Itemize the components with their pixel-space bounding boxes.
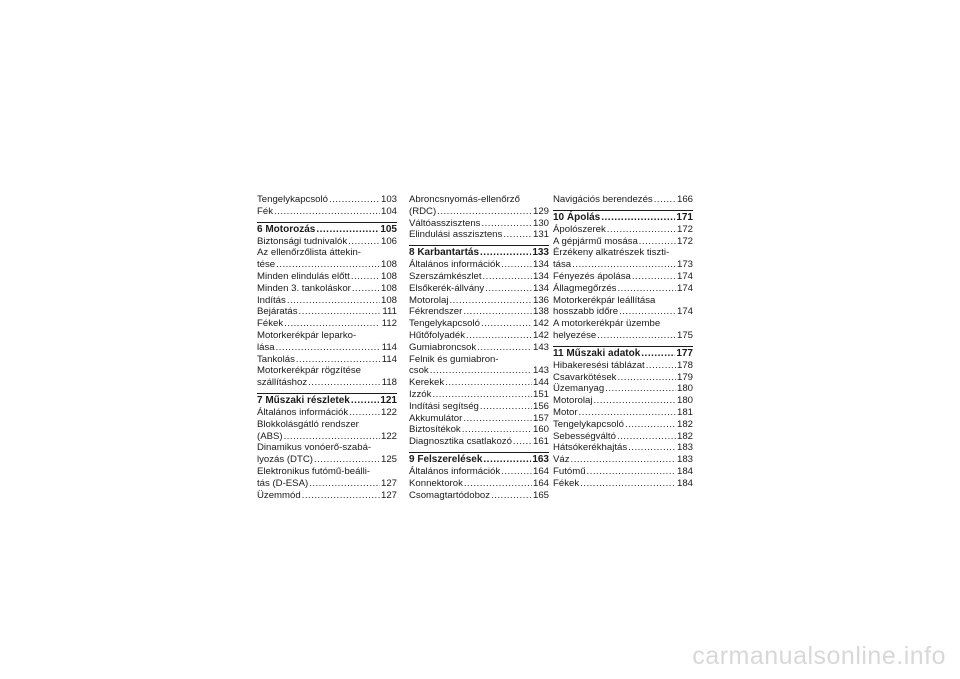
toc-entry-title: 10 Ápolás (553, 211, 601, 223)
toc-entry[interactable] (553, 224, 693, 236)
toc-entry-title-line: Érzékeny alkatrészek tiszti- (553, 247, 670, 259)
toc-entry[interactable] (409, 229, 549, 241)
dot-leader (597, 330, 676, 342)
dot-leader (308, 377, 380, 389)
dot-leader (314, 454, 380, 466)
toc-entry-title: helyezése (553, 329, 597, 341)
toc-entry[interactable] (257, 490, 397, 502)
toc-entry-title: csok (409, 365, 429, 377)
toc-page-number: 177 (676, 347, 693, 359)
toc-entry-title: 7 Műszaki részletek (257, 394, 350, 406)
toc-entry-title: Biztosítékok (409, 424, 461, 436)
dot-leader (491, 490, 532, 502)
toc-entry[interactable] (257, 354, 397, 366)
dot-leader (276, 342, 380, 354)
toc-entry[interactable] (553, 431, 693, 443)
toc-entry-title: lása (257, 341, 275, 353)
toc-entry[interactable] (409, 271, 549, 283)
dot-leader (485, 283, 532, 295)
toc-entry[interactable] (409, 490, 549, 502)
toc-entry-title: Tankolás (257, 353, 295, 365)
toc-entry-title: Hátsókerékhajtás (553, 442, 628, 454)
toc-page-number: 108 (380, 294, 397, 306)
toc-entry[interactable] (257, 419, 397, 443)
toc-page-number: 175 (676, 329, 693, 341)
toc-entry-title: Kerekek (409, 377, 445, 389)
toc-entry-title: Indítási segítség (409, 400, 479, 412)
toc-entry-title-line: Az ellenőrzőlista áttekin- (257, 247, 361, 259)
toc-entry-title: Minden elindulás előtt (257, 270, 350, 282)
toc-entry[interactable] (553, 407, 693, 419)
toc-entry-title: Általános információk (257, 406, 349, 418)
toc-entry-title: Konnektorok (409, 477, 463, 489)
toc-entry[interactable] (409, 194, 549, 218)
dot-leader (587, 466, 676, 478)
toc-entry[interactable] (409, 466, 549, 478)
dot-leader (430, 365, 532, 377)
toc-page-number: 143 (532, 341, 549, 353)
toc-entry-title: Akkumulátor (409, 412, 463, 424)
dot-leader (628, 442, 676, 454)
dot-leader (481, 218, 532, 230)
toc-entry-title: Indítás (257, 294, 286, 306)
toc-page-number: 103 (380, 194, 397, 205)
dot-leader (352, 283, 380, 295)
toc-page-number: 183 (676, 454, 693, 466)
toc-page-number: 108 (380, 259, 397, 271)
toc-chapter-heading[interactable] (409, 452, 549, 466)
toc-entry-title: Izzók (409, 388, 432, 400)
dot-leader (605, 383, 676, 395)
toc-page-number: 104 (380, 205, 397, 217)
dot-leader (607, 224, 676, 236)
toc-entry-title: Üzemanyag (553, 383, 605, 395)
toc-page-number: 114 (381, 353, 397, 365)
toc-entry-title: Sebességváltó (553, 430, 616, 442)
toc-page-number: 138 (532, 306, 549, 318)
toc-entry[interactable] (257, 247, 397, 271)
dot-leader (349, 407, 380, 419)
dot-leader (641, 348, 675, 360)
toc-entry[interactable] (553, 271, 693, 283)
toc-entry-title: Fékek (257, 318, 284, 330)
toc-entry-title: Váltóasszisztens (409, 217, 481, 229)
toc-entry-title: Általános információk (409, 259, 501, 271)
toc-page-number: 134 (532, 259, 549, 271)
dot-leader (501, 259, 532, 271)
toc-page-number: 166 (676, 194, 693, 205)
toc-page-number: 108 (380, 282, 397, 294)
toc-entry-title: Bejáratás (257, 306, 298, 318)
toc-chapter-heading[interactable] (257, 222, 397, 236)
toc-entry[interactable] (553, 454, 693, 466)
toc-entry-title-line: Elektronikus futómű-beálli- (257, 465, 371, 477)
toc-entry[interactable] (553, 295, 693, 319)
toc-page-number: 106 (380, 235, 397, 247)
toc-entry-title: Üzemmód (257, 489, 301, 501)
watermark: carmanualsonline.info (692, 642, 946, 670)
dot-leader (639, 236, 676, 248)
toc-entry-title: tása (553, 259, 572, 271)
dot-leader (572, 259, 676, 271)
toc-entry[interactable] (257, 407, 397, 419)
toc-entry-title: Tengelykapcsoló (409, 318, 480, 330)
toc-entry-title: Hibakeresési táblázat (553, 359, 645, 371)
toc-entry-title-line: Motorkerékpár rögzítése (257, 365, 361, 377)
dot-leader (351, 271, 380, 283)
toc-entry[interactable] (409, 342, 549, 354)
toc-page-number: 122 (380, 406, 397, 418)
toc-page-number: 131 (532, 229, 549, 241)
toc-entry-title-line: Felnik és gumiabron- (409, 353, 499, 365)
dot-leader (483, 454, 531, 466)
toc-entry-title: Váz (553, 454, 570, 466)
toc-page-number: 151 (532, 388, 549, 400)
toc-entry[interactable] (409, 330, 549, 342)
toc-entry[interactable] (409, 413, 549, 425)
toc-page-number: 174 (676, 282, 693, 294)
toc-page-number: 134 (532, 282, 549, 294)
toc-entry[interactable] (553, 247, 693, 271)
dot-leader (284, 431, 380, 443)
toc-page-number: 121 (380, 394, 397, 406)
toc-page-number: 160 (532, 424, 549, 436)
dot-leader (501, 466, 532, 478)
toc-entry-title: 8 Karbantartás (409, 247, 480, 259)
toc-entry-title: Fényezés ápolása (553, 270, 631, 282)
toc-entry-title: Fékek (553, 477, 580, 489)
dot-leader (593, 395, 676, 407)
toc-entry[interactable] (553, 283, 693, 295)
toc-page-number: 184 (676, 477, 693, 489)
toc-page-number: 125 (380, 454, 397, 466)
toc-entry[interactable] (257, 442, 397, 466)
toc-page-number: 181 (676, 406, 693, 418)
dot-leader (284, 318, 380, 330)
toc-entry-title: Gumiabroncsok (409, 341, 477, 353)
toc-page-number: 111 (382, 306, 397, 318)
toc-page-number: 134 (532, 270, 549, 282)
toc-entry-title: Állagmegőrzés (553, 282, 617, 294)
toc-entry[interactable] (553, 466, 693, 478)
toc-entry-title: hosszabb időre (553, 306, 619, 318)
toc-entry[interactable] (553, 372, 693, 384)
toc-entry[interactable] (409, 259, 549, 271)
toc-entry[interactable] (409, 218, 549, 230)
toc-entry[interactable] (409, 295, 549, 307)
toc-entry[interactable] (553, 478, 693, 490)
dot-leader (513, 436, 532, 448)
toc-entry-title: lyozás (DTC) (257, 454, 313, 466)
toc-entry-title: Minden 3. tankoláskor (257, 282, 351, 294)
toc-entry[interactable] (257, 271, 397, 283)
toc-entry-title: Elindulási asszisztens (409, 229, 503, 241)
toc-page-number: 122 (380, 430, 397, 442)
toc-entry-title: (RDC) (409, 205, 437, 217)
toc-entry-title-line: Motorkerékpár leállítása (553, 294, 656, 306)
dot-leader (437, 206, 532, 218)
dot-leader (432, 389, 532, 401)
toc-entry-title: Hűtőfolyadék (409, 329, 465, 341)
toc-page-number: 157 (532, 412, 549, 424)
dot-leader (287, 295, 380, 307)
dot-leader (329, 194, 380, 206)
dot-leader (464, 478, 532, 490)
toc-entry[interactable] (257, 318, 397, 330)
toc-page-number: 164 (532, 465, 549, 477)
toc-chapter-heading[interactable] (409, 245, 549, 259)
toc-page-number: 179 (676, 371, 693, 383)
toc-column-3 (553, 194, 693, 490)
dot-leader (580, 478, 676, 490)
dot-leader (274, 206, 380, 218)
toc-column-2 (409, 194, 549, 501)
toc-entry[interactable] (257, 295, 397, 307)
toc-page-number: 127 (380, 489, 397, 501)
toc-entry[interactable] (553, 395, 693, 407)
dot-leader (601, 212, 675, 224)
dot-leader (654, 194, 676, 206)
toc-page-number: 165 (532, 489, 549, 501)
toc-page-number: 178 (676, 359, 693, 371)
toc-page-number: 105 (380, 223, 397, 235)
toc-page-number: 108 (380, 270, 397, 282)
toc-page-number: 161 (532, 436, 549, 448)
toc-entry[interactable] (257, 236, 397, 248)
toc-entry-title: Általános információk (409, 465, 501, 477)
toc-entry[interactable] (257, 330, 397, 354)
dot-leader (625, 419, 676, 431)
toc-entry-title: 9 Felszerelések (409, 453, 483, 465)
toc-entry-title: Navigációs berendezés (553, 194, 653, 205)
dot-leader (302, 490, 380, 502)
dot-leader (449, 295, 532, 307)
dot-leader (462, 424, 532, 436)
toc-entry[interactable] (257, 365, 397, 389)
toc-chapter-heading[interactable] (257, 393, 397, 407)
dot-leader (477, 342, 532, 354)
toc-page-number: 182 (676, 418, 693, 430)
toc-entry[interactable] (257, 306, 397, 318)
toc-entry[interactable] (553, 318, 693, 342)
dot-leader (348, 236, 380, 248)
toc-entry-title: 11 Műszaki adatok (553, 347, 641, 359)
toc-entry-title: Motorolaj (553, 395, 593, 407)
toc-entry[interactable] (409, 377, 549, 389)
dot-leader (617, 431, 676, 443)
dot-leader (309, 478, 380, 490)
toc-entry-title: Csomagtartódoboz (409, 489, 491, 501)
toc-entry[interactable] (409, 478, 549, 490)
toc-entry[interactable] (409, 306, 549, 318)
dot-leader (351, 395, 379, 407)
toc-entry[interactable] (257, 194, 397, 206)
toc-page-number: 114 (381, 341, 397, 353)
toc-page-number: 118 (381, 377, 397, 389)
toc-entry-title: Motorolaj (409, 294, 449, 306)
toc-entry[interactable] (553, 419, 693, 431)
toc-page-number: 129 (532, 205, 549, 217)
toc-page-number: 171 (676, 211, 693, 223)
dot-leader (466, 330, 532, 342)
toc-page-number: 163 (532, 453, 549, 465)
toc-chapter-heading[interactable] (553, 346, 693, 360)
dot-leader (445, 377, 532, 389)
toc-entry-title: Fékrendszer (409, 306, 463, 318)
dot-leader (316, 224, 379, 236)
toc-page-number: 156 (532, 400, 549, 412)
toc-page-number: 112 (381, 318, 397, 330)
dot-leader (483, 271, 532, 283)
toc-page-number: 143 (532, 365, 549, 377)
dot-leader (463, 413, 532, 425)
toc-entry[interactable] (409, 389, 549, 401)
toc-page-number: 127 (380, 477, 397, 489)
toc-entry[interactable] (553, 194, 693, 206)
toc-entry-title: tás (D-ESA) (257, 477, 309, 489)
toc-entry-title: Szerszámkészlet (409, 270, 482, 282)
toc-entry-title: szállításhoz (257, 377, 308, 389)
toc-entry-title: Elsőkerék-állvány (409, 282, 485, 294)
toc-page-number: 130 (532, 217, 549, 229)
toc-entry[interactable] (409, 354, 549, 378)
toc-entry[interactable] (409, 283, 549, 295)
toc-entry[interactable] (553, 442, 693, 454)
dot-leader (299, 306, 380, 318)
dot-leader (296, 354, 380, 366)
toc-entry[interactable] (553, 383, 693, 395)
dot-leader (480, 401, 532, 413)
toc-entry-title: 6 Motorozás (257, 223, 316, 235)
toc-entry-title: Csavarkötések (553, 371, 617, 383)
toc-entry-title: Futómű (553, 465, 586, 477)
dot-leader (619, 306, 676, 318)
toc-entry-title: Fék (257, 205, 273, 217)
toc-page-number: 142 (532, 318, 549, 330)
toc-entry-title: Diagnosztika csatlakozó (409, 436, 512, 448)
toc-page-number: 164 (532, 477, 549, 489)
toc-page-number: 173 (676, 259, 693, 271)
toc-page-number: 133 (532, 247, 549, 259)
toc-entry-title: Ápolószerek (553, 223, 606, 235)
dot-leader (276, 259, 380, 271)
toc-page-number: 184 (676, 465, 693, 477)
dot-leader (480, 247, 531, 259)
toc-entry[interactable] (257, 206, 397, 218)
toc-entry-title-line: A motorkerékpár üzembe (553, 318, 661, 330)
toc-page-number: 182 (676, 430, 693, 442)
toc-entry-title: Biztonsági tudnivalók (257, 235, 348, 247)
toc-page-number: 172 (676, 235, 693, 247)
toc-page-number: 180 (676, 395, 693, 407)
toc-page-number: 144 (532, 377, 549, 389)
toc-chapter-heading[interactable] (553, 210, 693, 224)
toc-entry[interactable] (409, 436, 549, 448)
toc-entry-title: tése (257, 259, 276, 271)
toc-entry-title: A gépjármű mosása (553, 235, 638, 247)
dot-leader (463, 306, 532, 318)
toc-entry-title: Tengelykapcsoló (257, 194, 328, 205)
toc-entry[interactable] (409, 401, 549, 413)
toc-entry[interactable] (257, 283, 397, 295)
dot-leader (503, 229, 532, 241)
toc-entry-title-line: Motorkerékpár leparko- (257, 329, 357, 341)
dot-leader (579, 407, 676, 419)
toc-entry-title-line: Abroncsnyomás-ellenőrző (409, 194, 520, 205)
toc-entry-title: (ABS) (257, 430, 283, 442)
toc-entry-title: Tengelykapcsoló (553, 418, 624, 430)
toc-page-number: 180 (676, 383, 693, 395)
toc-page-number: 142 (532, 329, 549, 341)
toc-page-number: 183 (676, 442, 693, 454)
toc-entry-title: Motor (553, 406, 578, 418)
toc-page-number: 174 (676, 270, 693, 282)
toc-entry[interactable] (257, 466, 397, 490)
dot-leader (617, 283, 676, 295)
dot-leader (632, 271, 676, 283)
dot-leader (481, 318, 532, 330)
toc-entry[interactable] (409, 424, 549, 436)
toc-entry[interactable] (409, 318, 549, 330)
toc-page-number: 174 (676, 306, 693, 318)
dot-leader (646, 360, 676, 372)
toc-page-number: 172 (676, 223, 693, 235)
toc-column-1 (257, 194, 397, 501)
toc-entry[interactable] (553, 360, 693, 372)
toc-entry[interactable] (553, 236, 693, 248)
dot-leader (571, 454, 676, 466)
dot-leader (617, 372, 676, 384)
toc-entry-title-line: Dinamikus vonóerő-szabá- (257, 442, 372, 454)
toc-entry-title-line: Blokkolásgátló rendszer (257, 418, 359, 430)
toc-page-number: 136 (532, 294, 549, 306)
